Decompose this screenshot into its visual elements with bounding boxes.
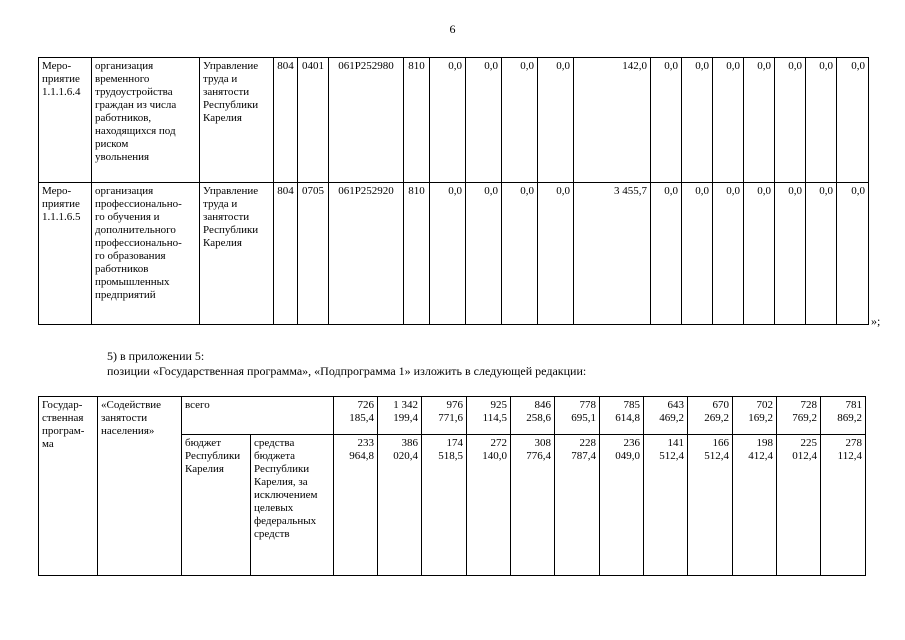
budget-value-cell: 236 049,0 <box>600 435 644 576</box>
measure-id-cell: Меро- приятие 1.1.1.6.5 <box>39 183 92 325</box>
value-cell: 142,0 <box>574 58 651 183</box>
value-cell: 0,0 <box>651 183 682 325</box>
total-value-cell: 670 269,2 <box>688 397 733 435</box>
value-cell: 0,0 <box>806 58 837 183</box>
vr-code-cell: 810 <box>404 58 430 183</box>
value-cell: 0,0 <box>744 58 775 183</box>
value-cell: 0,0 <box>430 183 466 325</box>
total-value-cell: 702 169,2 <box>733 397 777 435</box>
value-cell: 0,0 <box>651 58 682 183</box>
paragraph-appendix-5: 5) в приложении 5: <box>107 349 205 363</box>
measure-executor-cell: Управление труда и занятости Республики Карелия <box>200 58 274 183</box>
budget-value-cell: 308 776,4 <box>511 435 555 576</box>
page-number: 6 <box>449 22 456 36</box>
measure-id-cell: Меро- приятие 1.1.1.6.4 <box>39 58 92 183</box>
program-name-cell: «Содействие занятости населения» <box>98 397 182 576</box>
budget-value-cell: 198 412,4 <box>733 435 777 576</box>
total-value-cell: 785 614,8 <box>600 397 644 435</box>
measure-executor-cell: Управление труда и занятости Республики Карелия <box>200 183 274 325</box>
total-value-cell: 778 695,1 <box>555 397 600 435</box>
value-cell: 0,0 <box>430 58 466 183</box>
measure-name-cell: организация временного трудоустройства граждан из числа работников, находящихся под риском увольнения <box>92 58 200 183</box>
paragraph-positions: позиции «Государственная программа», «Подпрограмма 1» изложить в следующей редакции: <box>107 364 587 378</box>
program-status-cell: Государ- ственная програм- ма <box>39 397 98 576</box>
value-cell: 0,0 <box>837 183 869 325</box>
value-cell: 0,0 <box>502 183 538 325</box>
budget-value-cell: 278 112,4 <box>821 435 866 576</box>
total-value-cell: 846 258,6 <box>511 397 555 435</box>
vr-code-cell: 810 <box>404 183 430 325</box>
value-cell: 0,0 <box>502 58 538 183</box>
grbs-code-cell: 804 <box>274 58 298 183</box>
value-cell: 0,0 <box>466 183 502 325</box>
value-cell: 0,0 <box>538 58 574 183</box>
total-value-cell: 726 185,4 <box>334 397 378 435</box>
budget-source-cell: средства бюджета Республики Карелия, за исключением целевых федеральных средств <box>251 435 334 576</box>
budget-label-cell: бюджет Республики Карелия <box>182 435 251 576</box>
budget-value-cell: 386 020,4 <box>378 435 422 576</box>
value-cell: 0,0 <box>837 58 869 183</box>
value-cell: 0,0 <box>682 58 713 183</box>
value-cell: 0,0 <box>775 58 806 183</box>
measure-name-cell: организация профессионально- го обучения и дополнительного профессионально- го образования работников промышленных предприятий <box>92 183 200 325</box>
total-value-cell: 728 769,2 <box>777 397 821 435</box>
program-table <box>38 396 866 576</box>
rzpr-code-cell: 0705 <box>298 183 329 325</box>
budget-value-cell: 141 512,4 <box>644 435 688 576</box>
value-cell: 0,0 <box>713 183 744 325</box>
budget-value-cell: 174 518,5 <box>422 435 467 576</box>
value-cell: 0,0 <box>682 183 713 325</box>
measures-table <box>38 57 869 325</box>
grbs-code-cell: 804 <box>274 183 298 325</box>
value-cell: 0,0 <box>806 183 837 325</box>
budget-value-cell: 228 787,4 <box>555 435 600 576</box>
total-value-cell: 925 114,5 <box>467 397 511 435</box>
total-value-cell: 643 469,2 <box>644 397 688 435</box>
closing-quote: »; <box>871 314 881 328</box>
value-cell: 0,0 <box>466 58 502 183</box>
total-value-cell: 781 869,2 <box>821 397 866 435</box>
total-value-cell: 976 771,6 <box>422 397 467 435</box>
total-label-cell: всего <box>182 397 334 435</box>
budget-value-cell: 272 140,0 <box>467 435 511 576</box>
value-cell: 0,0 <box>775 183 806 325</box>
value-cell: 0,0 <box>538 183 574 325</box>
value-cell: 0,0 <box>713 58 744 183</box>
csr-code-cell: 061P252920 <box>329 183 404 325</box>
budget-value-cell: 225 012,4 <box>777 435 821 576</box>
value-cell: 0,0 <box>744 183 775 325</box>
budget-value-cell: 166 512,4 <box>688 435 733 576</box>
budget-value-cell: 233 964,8 <box>334 435 378 576</box>
rzpr-code-cell: 0401 <box>298 58 329 183</box>
value-cell: 3 455,7 <box>574 183 651 325</box>
total-value-cell: 1 342 199,4 <box>378 397 422 435</box>
measure-row <box>39 183 869 325</box>
measure-row <box>39 58 869 183</box>
csr-code-cell: 061P252980 <box>329 58 404 183</box>
